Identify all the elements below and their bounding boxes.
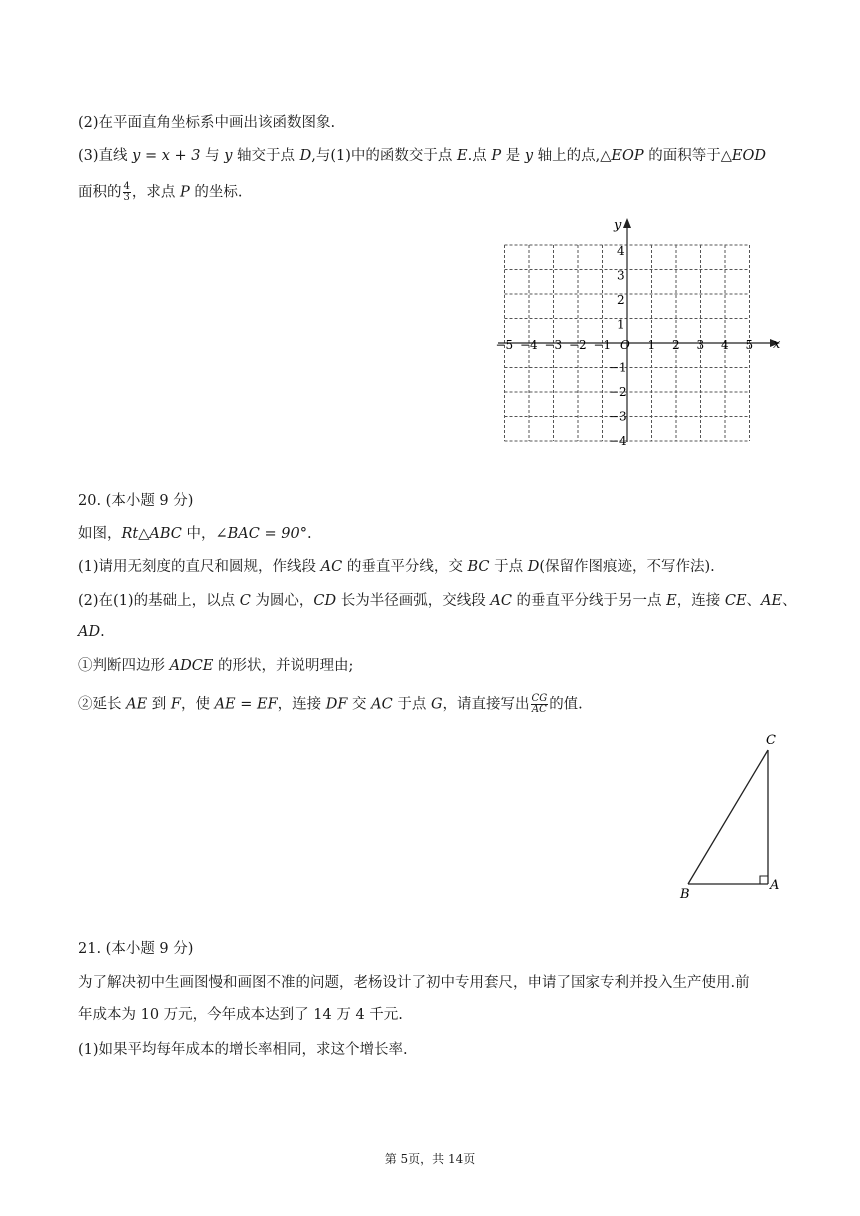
- y-tick-label: −1: [609, 360, 627, 375]
- q20-header: 20. (本小题 9 分): [78, 493, 194, 509]
- x-tick-label: −5: [495, 338, 514, 352]
- q20-sub1: ①判断四边形 ADCE 的形状，并说明理由;: [78, 658, 354, 674]
- y-tick-label: 2: [617, 293, 625, 307]
- q19-part3: (3)直线 y = x + 3 与 y 轴交于点 D,与(1)中的函数交于点 E.点 P 是 y 轴上的点,△EOP 的面积等于△EOD: [78, 148, 767, 164]
- q20-intro: 如图，Rt△ABC 中，∠BAC = 90°.: [78, 526, 312, 542]
- y-axis-arrow: [623, 218, 631, 228]
- x-tick-label: −1: [593, 338, 612, 352]
- q20-part1: (1)请用无刻度的直尺和圆规，作线段 AC 的垂直平分线，交 BC 于点 D(保留作图痕迹，不写作法).: [78, 559, 715, 575]
- triangle-figure: [676, 730, 786, 900]
- page-footer: 第 5页，共 14页: [384, 1152, 476, 1166]
- y-tick-label: −3: [609, 409, 627, 424]
- q20-sub2: ②延长 AE 到 F，使 AE = EF，连接 DF 交 AC 于点 G，请直接写出 $\frac{CG}{AC}$ 的值.: [78, 693, 583, 715]
- x-tick-label: 2: [672, 338, 680, 352]
- q21-line2: 年成本为 10 万元，今年成本达到了 14 万 4 千元.: [78, 1007, 403, 1023]
- segment-bc: [688, 750, 768, 884]
- vertex-c-label: C: [766, 733, 776, 748]
- x-tick-label: 5: [745, 338, 754, 352]
- vertex-a-label: A: [770, 878, 780, 893]
- x-tick-label: −4: [520, 338, 538, 352]
- y-axis-label: y: [614, 218, 622, 233]
- x-tick-label: 3: [696, 338, 705, 352]
- y-tick-label: −2: [609, 385, 627, 399]
- q21-line1: 为了解决初中生画图慢和画图不准的问题，老杨设计了初中专用套尺，申请了国家专利并投入生产使用.前: [78, 975, 750, 991]
- coordinate-grid: [490, 216, 790, 448]
- q20-part2-cont: AD.: [78, 624, 105, 640]
- fraction-cg-ac: $\frac{CG}{AC}$: [531, 693, 548, 715]
- x-tick-label: −3: [544, 338, 563, 352]
- right-angle-mark: [760, 876, 768, 884]
- q21-header: 21. (本小题 9 分): [78, 941, 194, 957]
- origin-label: O: [620, 338, 630, 352]
- x-tick-label: −2: [569, 338, 587, 352]
- x-tick-label: 4: [721, 338, 729, 352]
- y-tick-label: −4: [609, 434, 627, 448]
- x-axis-label: x: [773, 337, 781, 352]
- y-tick-label: 3: [617, 268, 625, 283]
- q19-part3-cont: 面积的 $\frac{4}{3}$ ，求点 P 的坐标.: [78, 181, 243, 203]
- q20-part2: (2)在(1)的基础上，以点 C 为圆心，CD 长为半径画弧，交线段 AC 的垂直平分线于另一点 E，连接 CE、AE、: [78, 593, 797, 609]
- vertex-b-label: B: [680, 887, 690, 900]
- y-tick-label: 4: [617, 244, 625, 258]
- q19-part2: (2)在平面直角坐标系中画出该函数图象.: [78, 115, 336, 131]
- x-tick-label: 1: [647, 338, 656, 352]
- q21-part1: (1)如果平均每年成本的增长率相同，求这个增长率.: [78, 1042, 408, 1058]
- y-tick-label: 1: [617, 317, 625, 332]
- fraction-four-thirds: $\frac{4}{3}$: [123, 181, 130, 203]
